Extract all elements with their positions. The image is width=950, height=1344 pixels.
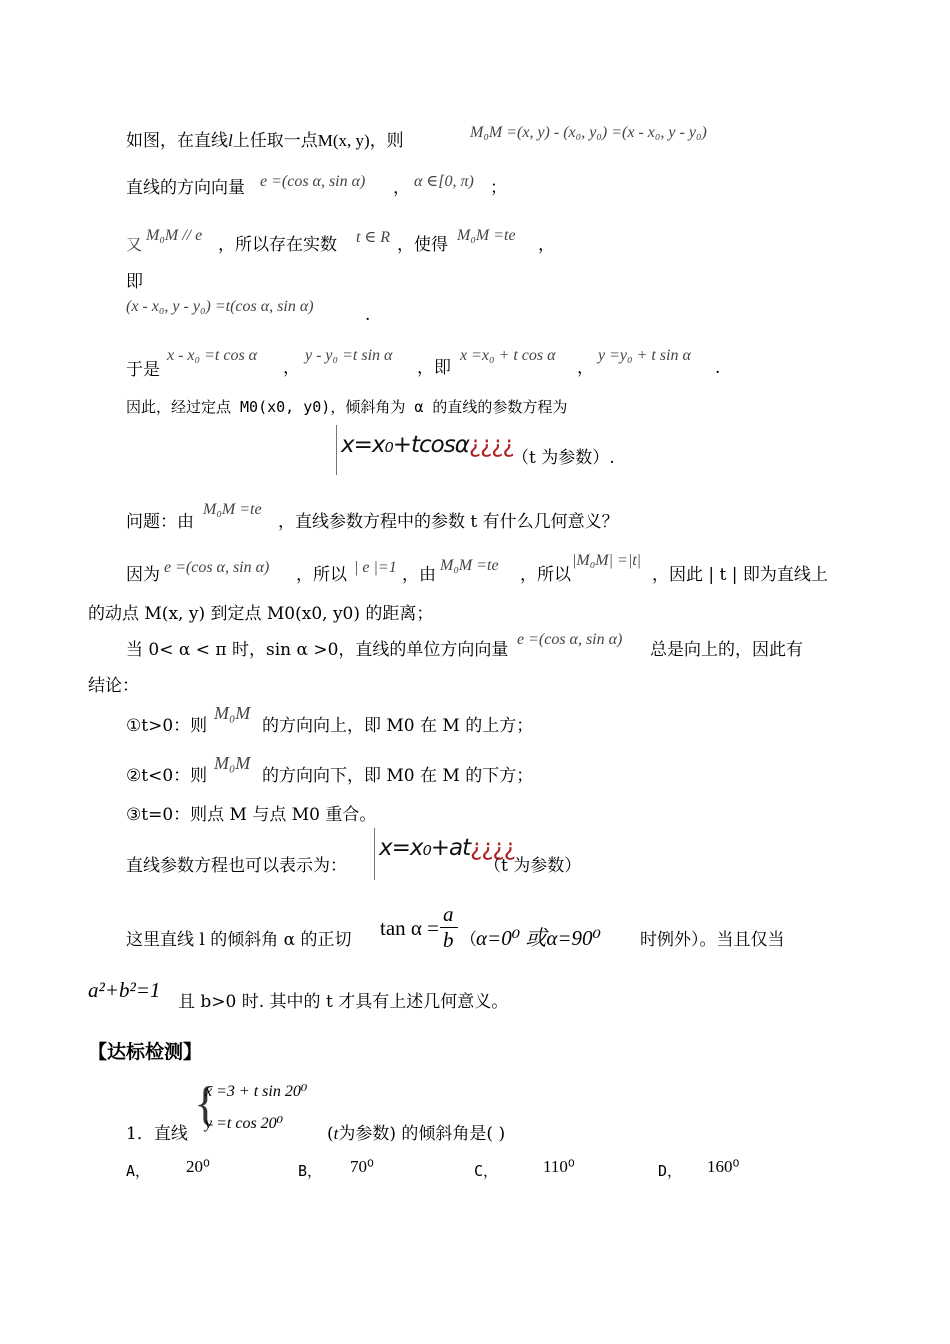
line-14-b: 的方向向上，即 M0 在 M 的上方； (262, 716, 534, 736)
param-equation: x=x₀+tcosα¿¿¿¿ (341, 432, 514, 458)
line-13: 结论： (88, 676, 139, 696)
line-15-b: 的方向向下，即 M0 在 M 的下方； (262, 766, 534, 786)
line-16: ③t=0：则点 M 与点 M0 重合。 (126, 805, 377, 825)
line-11: 的动点 M(x, y) 到定点 M0(x0, y0) 的距离； (88, 604, 434, 624)
t-in-R: t ∈ R (356, 229, 391, 246)
option-D-label[interactable]: D， (658, 1162, 683, 1180)
line-10-d: ，所以 (520, 565, 571, 585)
brace-stroke (336, 425, 337, 475)
line-3: 又 (126, 237, 143, 254)
comma: ， (393, 178, 410, 198)
question-text: ，直线参数方程中的参数 t 有什么几何意义？ (278, 512, 619, 532)
line-4: 即 (126, 272, 143, 292)
tan-label: tan α = (380, 916, 440, 940)
line-17-text: 直线参数方程也可以表示为： (126, 856, 347, 876)
line-1: 如图，在直线l上任取一点M(x, y)，则 (126, 131, 404, 151)
exception-angles: α=0⁰ 或α=90⁰ (476, 926, 601, 950)
option-D-value: 160⁰ (707, 1157, 740, 1176)
direction-vector: e =(cos α, sin α) (260, 173, 366, 190)
line-15-a: ②t<0：则 (126, 766, 208, 786)
unit-vector: e =(cos α, sin α) (517, 631, 623, 648)
line-18-a: 这里直线 l 的倾斜角 α 的正切 (126, 930, 352, 950)
period: . (365, 305, 371, 325)
system-eq-2: y =t cos 20⁰ (205, 1115, 284, 1132)
eq-y-diff: y - y₀ =t sin α (305, 347, 393, 364)
unit-condition: a²+b²=1 (88, 978, 161, 1002)
param-note: （t 为参数） (484, 856, 582, 876)
question-1-lparen: (t为参数) 的倾斜角是( ) (327, 1124, 506, 1144)
param-note: （t 为参数）. (512, 448, 615, 468)
eq-x: x =x₀ + t cos α (460, 347, 556, 364)
param-equation-alt: x=x₀+at¿¿¿¿ (379, 835, 515, 861)
line-12-a: 当 0< α < π 时，sin α >0，直线的单位方向向量 (126, 640, 509, 660)
option-A-value: 20⁰ (186, 1157, 210, 1176)
line-2: 直线的方向向量 (126, 178, 245, 198)
brace-stroke (374, 828, 375, 880)
line-3-text: ，所以存在实数 (218, 235, 337, 255)
option-C-label[interactable]: C， (474, 1162, 499, 1180)
collinear-eq: M₀M =te (440, 557, 499, 574)
option-C-value: 110⁰ (543, 1157, 575, 1176)
eq-y: y =y₀ + t sin α (598, 347, 691, 364)
vector-formula-1: M₀M =(x, y) - (x₀, y₀) =(x - x₀, y - y₀) (470, 124, 707, 141)
eq-x-diff: x - x₀ =t cos α (167, 347, 258, 364)
option-A-label[interactable]: A， (126, 1162, 151, 1180)
semicolon: ； (490, 178, 507, 198)
line-6-ji: ，即 (417, 358, 451, 378)
direction-vector: e =(cos α, sin α) (164, 559, 270, 576)
fraction-numerator: a (443, 902, 454, 926)
fraction-denominator: b (443, 928, 454, 952)
collinear-eq: M₀M =te (203, 501, 262, 518)
system-eq-1: x =3 + t sin 20⁰ (205, 1083, 308, 1100)
vector-M0M: M₀M (214, 753, 251, 773)
section-title: 【达标检测】 (88, 1041, 203, 1063)
alpha-range: α ∈[0, π) (414, 173, 474, 190)
line-19-text: 且 b>0 时. 其中的 t 才具有上述几何意义。 (178, 992, 509, 1012)
line-7: 因此，经过定点 M0(x0, y0)，倾斜角为 α 的直线的参数方程为 (126, 398, 568, 416)
period: . (715, 358, 721, 378)
option-B-label[interactable]: B， (298, 1162, 323, 1180)
component-formula: (x - x₀, y - y₀) =t(cos α, sin α) (126, 298, 314, 315)
line-12-b: 总是向上的，因此有 (650, 640, 803, 660)
comma: ， (538, 235, 555, 255)
question-1-prefix: 1．直线 (126, 1124, 188, 1144)
parallel-relation: M₀M // e (146, 227, 203, 244)
system-brace: { (194, 1077, 218, 1130)
line-18-c: 时例外）。当且仅当 (640, 930, 785, 950)
question-prefix: 问题：由 (126, 512, 194, 532)
line-10-a: 因为 (126, 565, 160, 585)
line-6-label: 于是 (126, 360, 160, 380)
option-B-value: 70⁰ (350, 1157, 374, 1176)
abs-eq: |M₀M| =|t| (572, 552, 642, 569)
collinear-eq: M₀M =te (457, 227, 516, 244)
paren: （ (460, 930, 477, 950)
unit-norm: | e |=1 (354, 559, 397, 576)
comma: ， (283, 358, 300, 378)
comma: ， (577, 358, 594, 378)
line-14-a: ①t>0：则 (126, 716, 208, 736)
vector-M0M: M₀M (214, 703, 251, 723)
line-10-e: ，因此 | t | 即为直线上 (652, 565, 828, 585)
line-10-c: ，由 (402, 565, 436, 585)
line-3-text2: ，使得 (397, 235, 448, 255)
line-10-b: ，所以 (296, 565, 347, 585)
